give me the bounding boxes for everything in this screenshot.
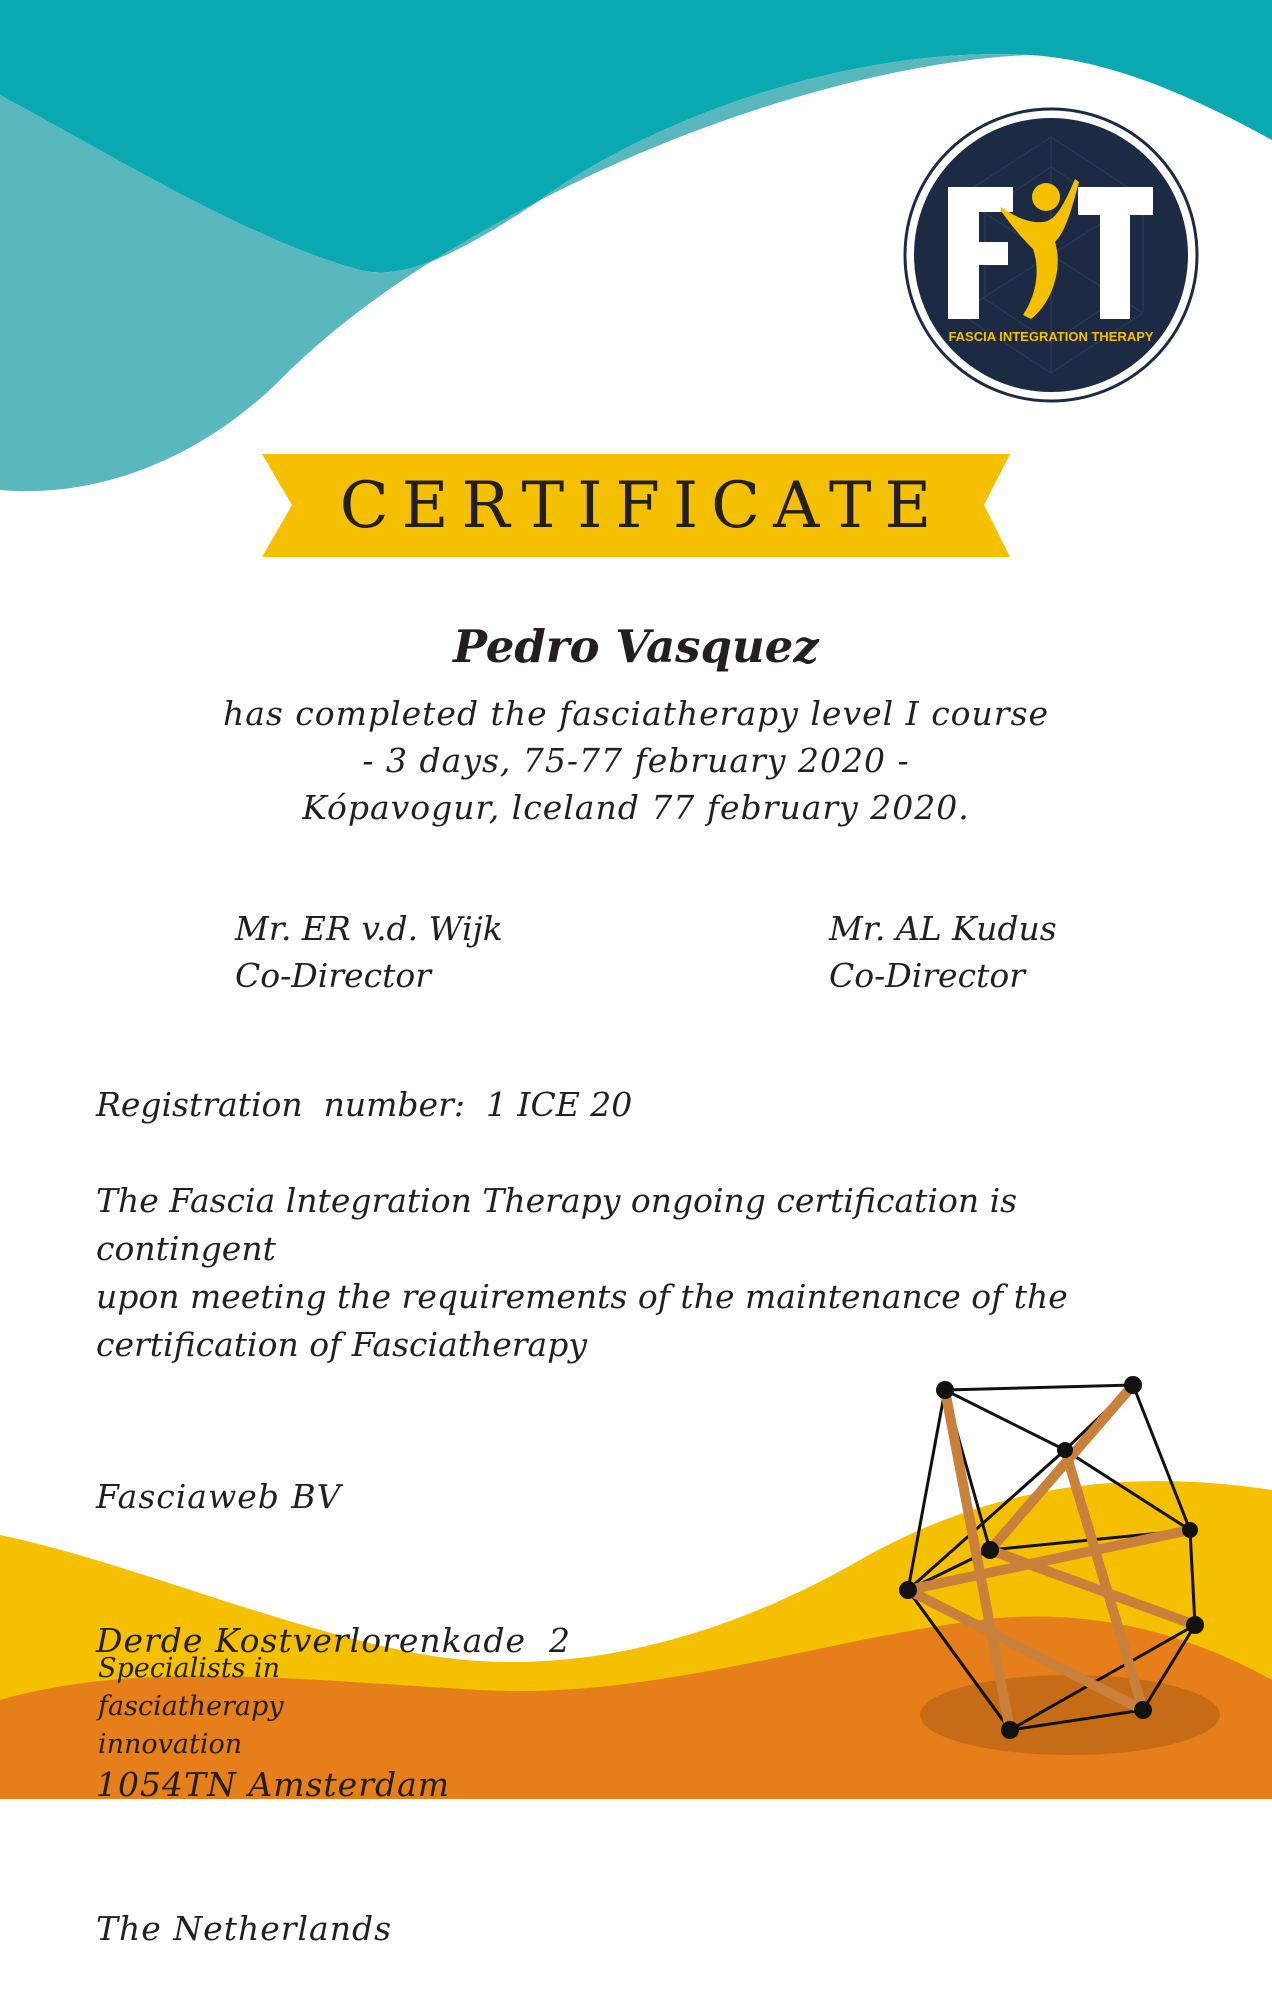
signatory-role: Co-Director (829, 956, 1025, 995)
course-description (0, 690, 1272, 831)
signatory-name: Mr. ER v.d. Wijk (235, 909, 503, 948)
certificate-title: CERTIFICATE (339, 468, 945, 543)
terms-line: upon meeting the requirements of the maintenance of the (96, 1277, 1068, 1316)
tagline (98, 1650, 284, 1764)
logo-caption: FASCIA INTEGRATION THERAPY (948, 329, 1154, 344)
description-line: - 3 days, 75-77 february 2020 - (362, 741, 910, 780)
certification-terms (96, 1177, 1196, 1369)
fit-logo (903, 107, 1199, 403)
signatory-role: Co-Director (235, 956, 431, 995)
address-line: Fasciaweb BV (96, 1477, 342, 1516)
tagline-line: fasciatherapy (98, 1691, 284, 1722)
address-line: The Netherlands (96, 1909, 393, 1948)
terms-line: certification of Fasciatherapy (96, 1325, 588, 1364)
recipient-name: Pedro Vasquez (453, 620, 819, 673)
signatory-1 (235, 905, 503, 999)
description-line: has completed the fasciatherapy level I course (222, 694, 1050, 733)
terms-line: The Fascia lntegration Therapy ongoing certification is contingent (96, 1181, 1018, 1268)
tagline-line: Specialists in (98, 1653, 281, 1684)
tagline-line: innovation (98, 1729, 243, 1760)
address-line: Derde Kostverlorenkade 2 (96, 1621, 571, 1660)
address-line: 1054TN Amsterdam (96, 1765, 451, 1804)
signatory-name: Mr. AL Kudus (829, 909, 1057, 948)
tensegrity-sculpture-icon (860, 1375, 1240, 1775)
description-line: Kópavogur, lceland 77 february 2020. (302, 788, 970, 827)
registration-number: Registration number: 1 ICE 20 (96, 1085, 633, 1124)
signatory-2 (829, 905, 1057, 999)
